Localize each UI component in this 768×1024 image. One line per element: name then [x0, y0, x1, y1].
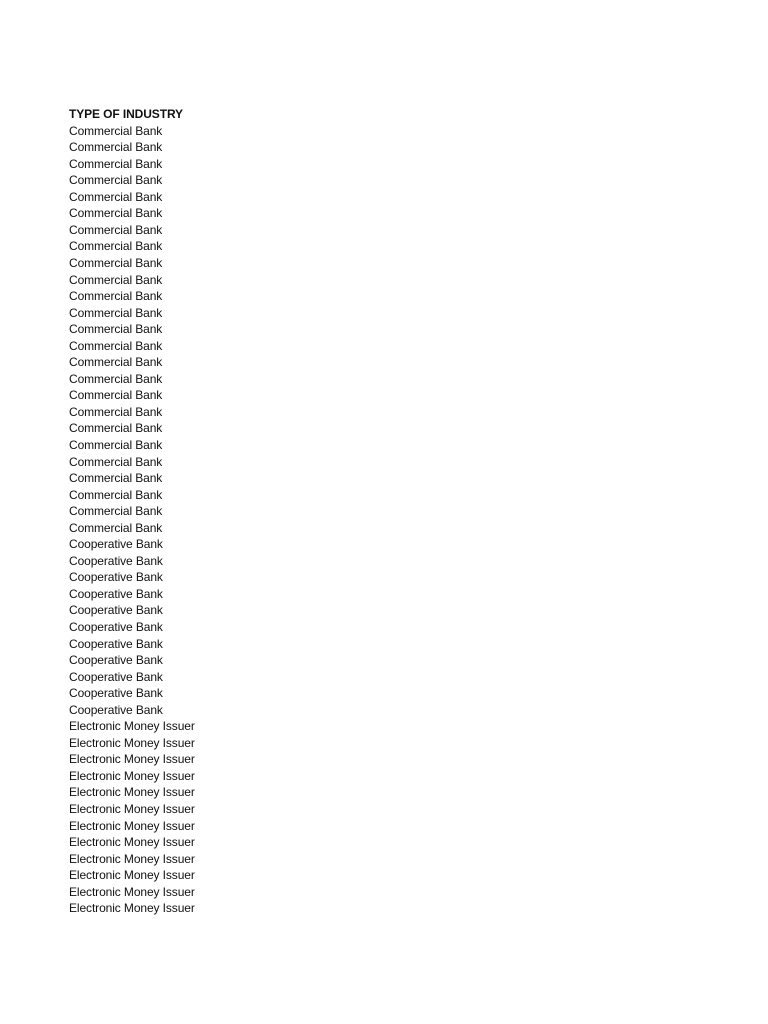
list-item: Commercial Bank [69, 437, 163, 452]
list-item: Electronic Money Issuer [69, 719, 195, 734]
list-item: Cooperative Bank [69, 603, 163, 618]
list-item: Commercial Bank [69, 504, 163, 519]
list-item: Electronic Money Issuer [69, 752, 195, 767]
list-item: Commercial Bank [69, 388, 163, 403]
list-item: Commercial Bank [69, 173, 163, 188]
list-item: Commercial Bank [69, 123, 163, 138]
industry-list [69, 123, 469, 917]
list-item: Electronic Money Issuer [69, 785, 195, 800]
list-item: Cooperative Bank [69, 620, 163, 634]
list-item: Electronic Money Issuer [69, 802, 195, 817]
list-item: Cooperative Bank [69, 537, 163, 552]
list-item: Commercial Bank [69, 156, 163, 171]
document-page [69, 106, 469, 917]
list-item: Commercial Bank [69, 189, 163, 204]
list-item: Cooperative Bank [69, 570, 163, 585]
list-item: Commercial Bank [69, 338, 163, 353]
list-item: Electronic Money Issuer [69, 851, 195, 866]
list-item: Cooperative Bank [69, 653, 163, 668]
list-item: Cooperative Bank [69, 686, 163, 701]
list-item: Commercial Bank [69, 255, 163, 270]
list-item: Cooperative Bank [69, 586, 163, 601]
list-item: Commercial Bank [69, 322, 163, 337]
list-item: Electronic Money Issuer [69, 868, 195, 883]
list-item: Cooperative Bank [69, 702, 163, 717]
list-item: Cooperative Bank [69, 553, 163, 568]
list-item: Electronic Money Issuer [69, 901, 195, 916]
list-item: Commercial Bank [69, 272, 163, 287]
list-item: Commercial Bank [69, 305, 163, 320]
list-item: Electronic Money Issuer [69, 768, 195, 783]
list-item: Electronic Money Issuer [69, 835, 195, 850]
list-item: Commercial Bank [69, 355, 163, 370]
list-item: Commercial Bank [69, 454, 163, 469]
list-item: Electronic Money Issuer [69, 884, 195, 899]
list-item: Cooperative Bank [69, 669, 163, 684]
list-item: Electronic Money Issuer [69, 735, 195, 750]
list-item: Commercial Bank [69, 239, 163, 254]
list-item: Commercial Bank [69, 371, 163, 386]
list-item: Commercial Bank [69, 487, 163, 502]
list-item: Cooperative Bank [69, 636, 163, 651]
list-item: Commercial Bank [69, 421, 163, 436]
list-item: Commercial Bank [69, 140, 163, 155]
list-item: Commercial Bank [69, 471, 163, 486]
list-item: Electronic Money Issuer [69, 818, 195, 833]
column-header: TYPE OF INDUSTRY [69, 107, 183, 121]
list-item: Commercial Bank [69, 289, 163, 304]
list-item: Commercial Bank [69, 404, 163, 419]
list-item: Commercial Bank [69, 206, 163, 221]
list-item: Commercial Bank [69, 520, 163, 535]
list-item: Commercial Bank [69, 222, 163, 237]
